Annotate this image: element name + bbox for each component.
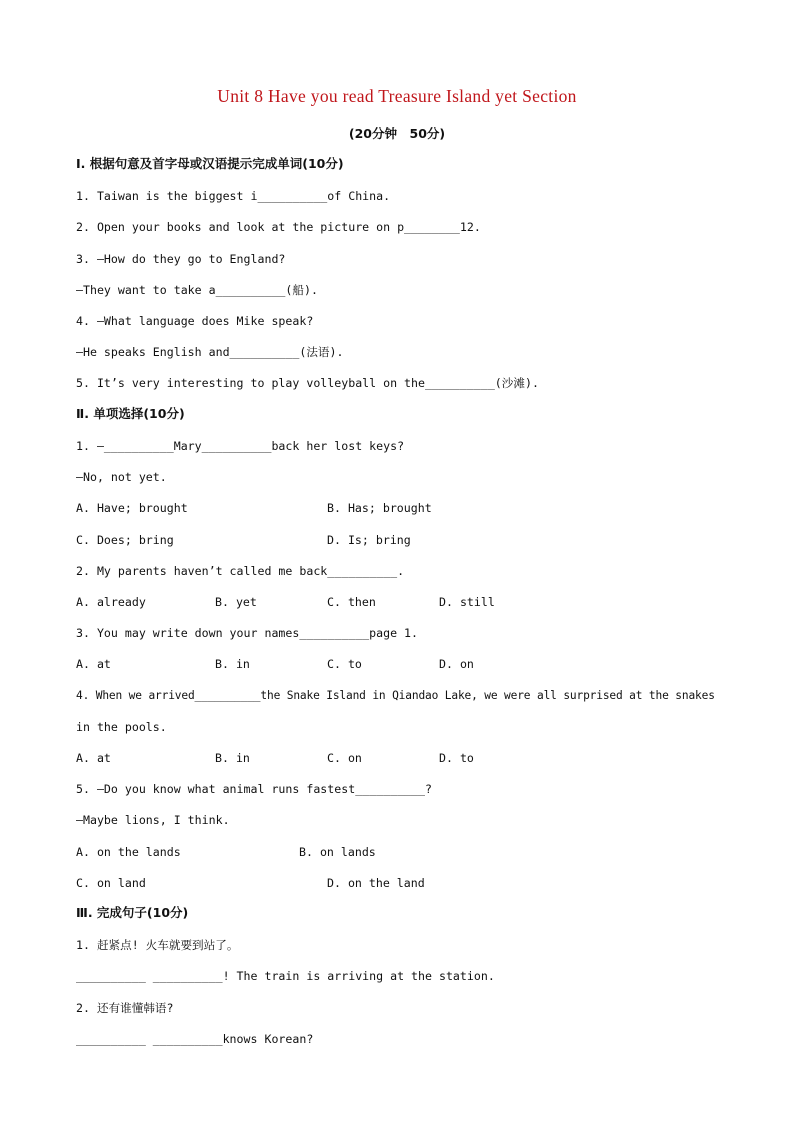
s2-q4-option-a: A. at [76,751,111,765]
s2-q5-answer-line: —Maybe lions, I think. [76,813,230,827]
section-2-heading: Ⅱ. 单项选择(10分) [76,406,185,421]
s2-q1-option-d: D. Is; bring [327,533,411,547]
s2-q1-stem: 1. —__________Mary__________back her lost keys? [76,439,405,453]
s1-question-5: 5. It’s very interesting to play volleyball on the__________(沙滩). [76,376,539,390]
s1-question-3-answer: —They want to take a__________(船). [76,283,318,297]
s3-question-1: 1. 赶紧点! 火车就要到站了。 [76,938,239,952]
s3-question-2-blank: __________ __________knows Korean? [76,1032,314,1046]
s2-q1-option-a: A. Have; brought [76,501,188,515]
section-1-heading: Ⅰ. 根据句意及首字母或汉语提示完成单词(10分) [76,156,344,171]
time-score-note: (20分钟 50分) [348,126,446,141]
s2-q2-option-b: B. yet [215,595,257,609]
s1-question-4-answer: —He speaks English and__________(法语). [76,345,344,359]
s1-question-4: 4. —What language does Mike speak? [76,314,314,328]
s1-question-2: 2. Open your books and look at the picture on p________12. [76,220,481,234]
page-title: Unit 8 Have you read Treasure Island yet Section [217,86,577,106]
s3-question-1-blank: __________ __________! The train is arriving at the station. [76,969,495,983]
s2-q5-option-a: A. on the lands [76,845,181,859]
s1-question-1: 1. Taiwan is the biggest i__________of China. [76,189,391,203]
s3-question-2: 2. 还有谁懂韩语? [76,1001,174,1015]
s2-q1-option-c: C. Does; bring [76,533,174,547]
section-3-heading: Ⅲ. 完成句子(10分) [76,905,189,920]
s2-q1-answer-line: —No, not yet. [76,470,167,484]
s2-q2-option-d: D. still [439,595,495,609]
s2-q4-option-d: D. to [439,751,474,765]
s2-q4-option-c: C. on [327,751,362,765]
s2-q5-option-b: B. on lands [299,845,376,859]
s2-q2-option-c: C. then [327,595,376,609]
s2-q5-option-d: D. on the land [327,876,425,890]
s2-q4-stem: 4. When we arrived__________the Snake Island in Qiandao Lake, we were all surprised at the snakes [76,689,715,702]
s2-q4-option-b: B. in [215,751,250,765]
s2-q5-stem: 5. —Do you know what animal runs fastest__________? [76,782,432,796]
s2-q1-option-b: B. Has; brought [327,501,432,515]
s2-q5-option-c: C. on land [76,876,146,890]
s2-q3-stem: 3. You may write down your names__________page 1. [76,626,419,640]
s2-q3-option-c: C. to [327,657,362,671]
s2-q4-stem-continued: in the pools. [76,720,167,734]
s2-q3-option-a: A. at [76,657,111,671]
s2-q3-option-d: D. on [439,657,474,671]
s2-q2-stem: 2. My parents haven’t called me back__________. [76,564,405,578]
s1-question-3: 3. —How do they go to England? [76,252,286,266]
s2-q2-option-a: A. already [76,595,146,609]
s2-q3-option-b: B. in [215,657,250,671]
